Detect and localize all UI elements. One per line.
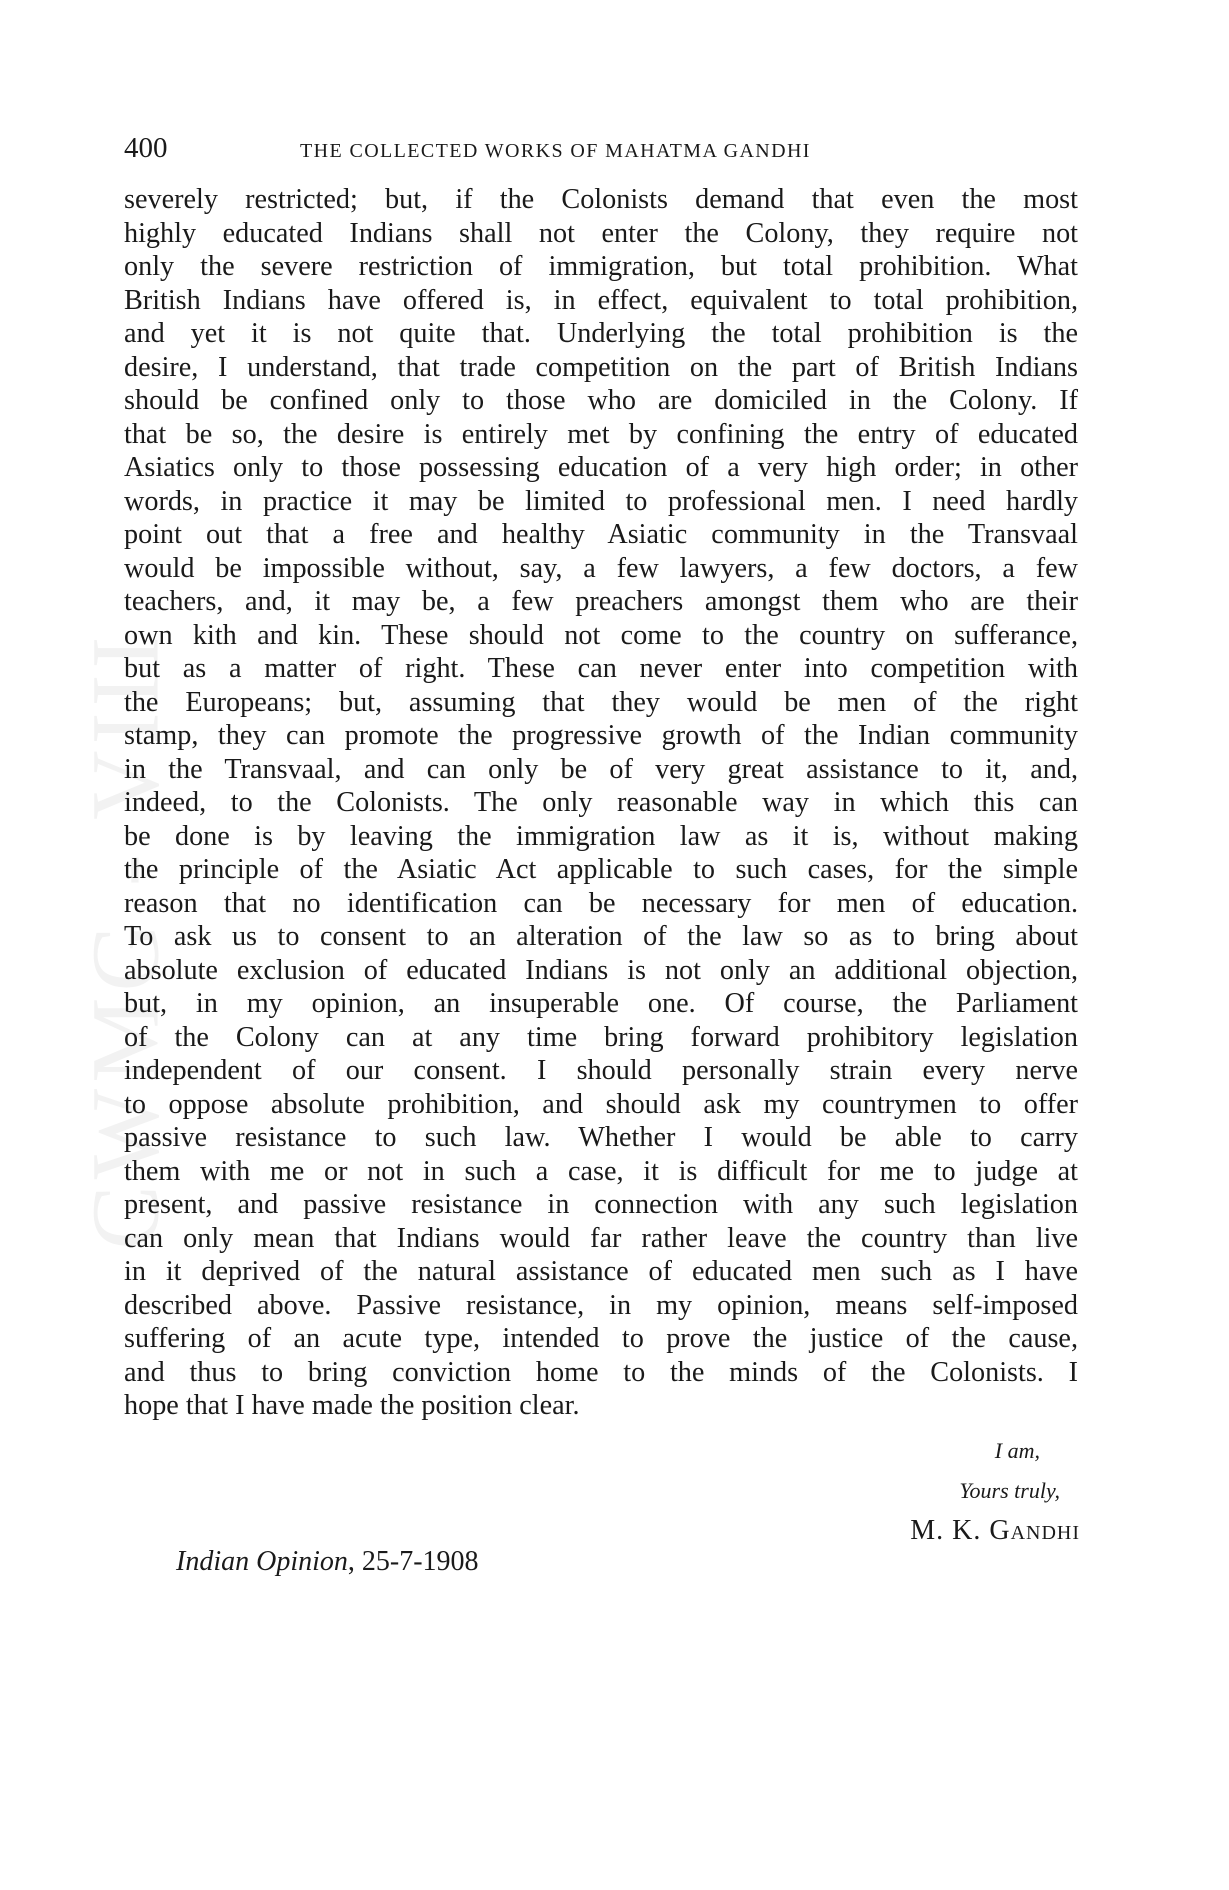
- body-line: absolute exclusion of educated Indians is not only an additional objection,: [124, 954, 1078, 986]
- source-citation: [176, 1542, 479, 1582]
- body-line: that be so, the desire is entirely met by confining the entry of educated: [124, 418, 1078, 450]
- body-line: severely restricted; but, if the Colonists demand that even the most: [124, 184, 1078, 215]
- body-line: British Indians have offered is, in effect, equivalent to total prohibition,: [124, 284, 1078, 316]
- body-line: described above. Passive resistance, in my opinion, means self-imposed: [124, 1289, 1078, 1321]
- running-title: THE COLLECTED WORKS OF MAHATMA GANDHI: [300, 140, 811, 162]
- body-line: words, in practice it may be limited to professional men. I need hardly: [124, 485, 1078, 517]
- body-line: would be impossible without, say, a few lawyers, a few doctors, a few: [124, 552, 1078, 584]
- body-line: them with me or not in such a case, it is difficult for me to judge at: [124, 1155, 1078, 1187]
- body-line: present, and passive resistance in connection with any such legislation: [124, 1189, 1078, 1220]
- closing-salutation: I am,: [994, 1438, 1040, 1463]
- body-line: passive resistance to such law. Whether I would be able to carry: [124, 1122, 1078, 1153]
- running-head: [124, 130, 1080, 170]
- source-date: , 25-7-1908: [347, 1546, 479, 1577]
- body-line: in the Transvaal, and can only be of very great assistance to it, and,: [124, 753, 1078, 785]
- body-line: but as a matter of right. These can never enter into competition with: [124, 653, 1078, 684]
- body-line: own kith and kin. These should not come to the country on sufferance,: [124, 619, 1078, 651]
- body-line: independent of our consent. I should personally strain every nerve: [124, 1055, 1078, 1086]
- body-line: Asiatics only to those possessing education of a very high order; in other: [124, 452, 1078, 483]
- signature-surname-rest: andhi: [1010, 1515, 1080, 1546]
- body-line: of the Colony can at any time bring forward prohibitory legislation: [124, 1021, 1078, 1053]
- body-line: highly educated Indians shall not enter the Colony, they require not: [124, 217, 1078, 249]
- body-line: stamp, they can promote the progressive growth of the Indian community: [124, 720, 1078, 751]
- body-line-last: hope that I have made the position clear.: [124, 1390, 580, 1421]
- body-line: point out that a free and healthy Asiatic community in the Transvaal: [124, 519, 1078, 550]
- signature: [780, 1511, 1080, 1551]
- body-line: in it deprived of the natural assistance of educated men such as I have: [124, 1256, 1078, 1287]
- body-line: only the severe restriction of immigration, but total prohibition. What: [124, 251, 1078, 282]
- letter-closing: [780, 1431, 1080, 1551]
- body-line: should be confined only to those who are domiciled in the Colony. If: [124, 385, 1078, 416]
- source-publication: Indian Opinion: [176, 1546, 348, 1577]
- body-line: can only mean that Indians would far rather leave the country than live: [124, 1222, 1078, 1254]
- body-line: the principle of the Asiatic Act applicable to such cases, for the simple: [124, 854, 1078, 885]
- body-line: to oppose absolute prohibition, and should ask my countrymen to offer: [124, 1088, 1078, 1120]
- closing-valediction: Yours truly,: [959, 1478, 1060, 1503]
- body-line: and yet it is not quite that. Underlying the total prohibition is the: [124, 318, 1078, 349]
- body-line: reason that no identification can be necessary for men of education.: [124, 887, 1078, 919]
- signature-initials: M. K. G: [910, 1515, 1011, 1546]
- body-line: be done is by leaving the immigration law as it is, without making: [124, 820, 1078, 852]
- body-line: but, in my opinion, an insuperable one. Of course, the Parliament: [124, 988, 1078, 1019]
- body-line: indeed, to the Colonists. The only reasonable way in which this can: [124, 787, 1078, 818]
- body-text: [124, 183, 1078, 1423]
- body-line: the Europeans; but, assuming that they would be men of the right: [124, 686, 1078, 718]
- page-number: 400: [124, 132, 168, 164]
- watermark-text: CWMG - VIII: [71, 630, 179, 1250]
- body-line: teachers, and, it may be, a few preachers amongst them who are their: [124, 586, 1078, 617]
- body-line: and thus to bring conviction home to the minds of the Colonists. I: [124, 1356, 1078, 1388]
- body-line: To ask us to consent to an alteration of the law so as to bring about: [124, 921, 1078, 952]
- body-line: desire, I understand, that trade competition on the part of British Indians: [124, 351, 1078, 383]
- body-line: suffering of an acute type, intended to prove the justice of the cause,: [124, 1323, 1078, 1354]
